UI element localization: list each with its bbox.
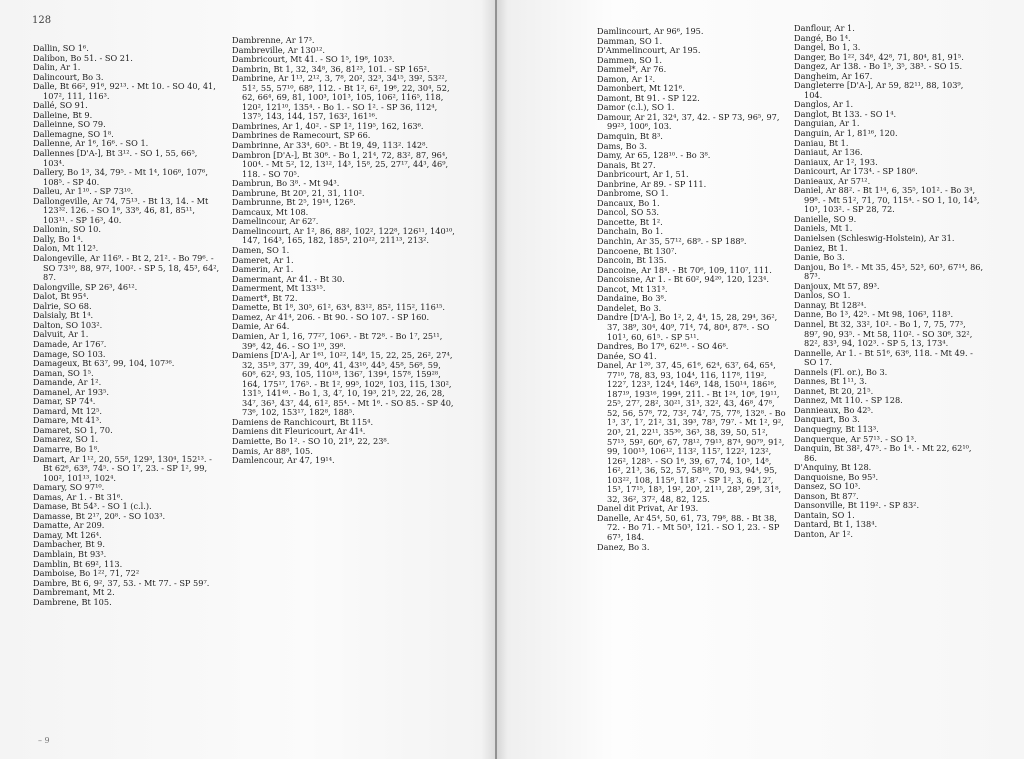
index-entry: Dansonville, Bt 119². - SP 83². (794, 500, 920, 511)
index-entry: Damiette, Bo 1². - SO 10, 21⁹, 22, 23⁸. (232, 435, 390, 446)
index-entry: Daniez, Bt 1. (794, 242, 848, 253)
index-entry: Danquerque, Ar 57¹³. - SO 1³. (794, 433, 917, 444)
index-entry: Danglot, Bt 133. - SO 1⁴. (794, 108, 897, 119)
index-entry: Danez, Bo 3. (597, 541, 650, 552)
index-entry: Damy, Ar 65, 128¹⁰. - Bo 3⁸. (597, 150, 711, 161)
index-entry: Damage, SO 103. (33, 348, 106, 359)
index-entry: Dally, Bo 1⁴. (33, 233, 84, 244)
index-entry: Danquart, Bo 3. (794, 414, 860, 425)
index-entry: Dambrin, Bt 1, 32, 34⁸, 36, 81²³, 101. - SP 165². (232, 63, 430, 74)
index-entry: Dalrie, SO 68. (33, 300, 92, 311)
index-entry: Dalleu, Ar 1¹⁰. - SP 73¹⁰. (33, 186, 134, 197)
index-entry: Danielsen (Schleswig-Holstein), Ar 31. (794, 233, 955, 244)
index-entry: Damar, SP 74⁴. (33, 396, 96, 407)
index-entry: Danbrome, SO 1. (597, 188, 669, 199)
index-entry: Danée, SO 41. (597, 350, 657, 361)
index-entry: Dammel*, Ar 76. (597, 64, 667, 75)
index-entry: Damasse, Bt 2¹⁷, 20⁸. - SO 103³. (33, 510, 166, 521)
index-entry: Dalongville, SP 26³, 46¹². (33, 281, 138, 292)
index-entry: Danquoisne, Bo 95³. (794, 471, 879, 482)
index-entry: Dantard, Bt 1, 138⁴. (794, 519, 878, 530)
index-entry: Dancoine, Ar 18⁴. - Bt 70⁶, 109, 110⁷, 111. (597, 264, 772, 275)
index-entry: Dambreville, Ar 130¹². (232, 44, 325, 55)
index-entry: Damerin, Ar 1. (232, 264, 294, 275)
index-entry: D'Ammelincourt, Ar 195. (597, 45, 701, 56)
index-entry: Danjoux, Mt 57, 89³. (794, 280, 880, 291)
index-entry: Dangleterre [D'A-], Ar 59, 82¹¹, 88, 103⁹, 104. (794, 80, 964, 100)
index-entry: Dannieaux, Bo 42⁵. (794, 404, 874, 415)
index-entry: Danton, Ar 1². (794, 528, 853, 539)
index-entry: Damez, Ar 41⁴, 206. - Bt 90. - SO 107. - SP 160. (232, 311, 430, 322)
index-entry: Damette, Bt 1⁸, 30⁵, 61², 63⁴, 83¹², 85², 115², 116¹⁵. (232, 302, 446, 313)
index-entry: Danguian, Ar 1. (794, 118, 860, 129)
index-entry: Damerment, Mt 133¹⁵. (232, 283, 326, 294)
index-entry: Damanel, Ar 193⁵. (33, 386, 109, 397)
index-entry: Damblin, Bt 69², 113. (33, 558, 123, 569)
index-entry: Dalleine, Bt 9. (33, 109, 93, 120)
index-entry: Damour, Ar 21, 32⁴, 37, 42. - SP 73, 96⁵, 97, 99²³, 100⁶, 103. (597, 111, 780, 132)
index-entry: Damay, Mt 126⁴. (33, 529, 102, 540)
index-entry: Danne, Bo 1³, 42⁵. - Mt 98, 106³, 118³. (794, 309, 954, 320)
index-entry: Danicourt, Ar 173⁴. - SP 180⁶. (794, 166, 918, 177)
index-entry: Danais, Bt 27. (597, 159, 656, 170)
index-entry: Damare, Mt 41³. (33, 415, 102, 426)
index-entry: Dangez, Ar 138. - Bo 1⁵, 3⁵, 38³. - SO 15. (794, 61, 963, 72)
index-entry: Danquegny, Bt 113³. (794, 423, 879, 434)
index-entry: Damaret, SO 1, 70. (33, 424, 113, 435)
index-entry: Damor (c.l.), SO 1. (597, 102, 675, 113)
index-entry: Damquin, Bt 8³. (597, 131, 663, 142)
index-entry: Dambrinne, Ar 33⁴, 60⁵. - Bt 19, 49, 113². 142⁸. (232, 140, 428, 151)
index-entry: Damen, SO 1. (232, 245, 290, 256)
index-entry: Damont, Bt 91. - SP 122. (597, 92, 700, 103)
index-entry: Damart, Ar 1¹², 20, 55⁸, 129³, 130⁴, 152¹³. - Bt 62⁶, 63⁸, 74⁵. - SO 1⁷, 23. - SP 1², 99, 100², 101¹³, 102⁴. (33, 453, 212, 483)
index-entry: Danson, Bt 87⁷. (794, 490, 859, 501)
index-entry: Danflour, Ar 1. (794, 23, 855, 33)
index-entry: Dandelet, Bo 3. (597, 302, 662, 313)
index-entry: Damon, Ar 1². (597, 73, 656, 84)
index-entry: Dallenne, Ar 1⁶, 16⁶. - SO 1. (33, 138, 149, 149)
index-entry: Dannel, Bt 32, 33², 10². - Bo 1, 7, 75, 77³, 89⁷, 90, 93⁵. - Mt 58, 110². - SO 30⁶, 32², 82², 83³, 94, 102³. - SP 5, 13, 173⁴. (794, 318, 973, 349)
index-entry: Damard, Mt 12⁵. (33, 405, 103, 416)
index-entry: Dambrune, Bt 20⁵, 21, 31, 110². (232, 187, 365, 198)
index-entry: Damas, Ar 1. - Bt 31⁶. (33, 491, 123, 502)
index-entry: Dallemagne, SO 1⁸. (33, 128, 114, 139)
index-entry: Dancot, Mt 131³. (597, 283, 668, 294)
index-entry: Dantain, SO 1. (794, 509, 855, 520)
index-entry: Dalleinne, SO 79. (33, 119, 106, 130)
index-column-3 (597, 27, 787, 552)
index-entry: Dambrines de Ramecourt, SP 66. (232, 130, 371, 141)
index-entry: Damlincourt, Ar 96⁶, 195. (597, 26, 704, 36)
index-entry: Dandaine, Bo 3⁸. (597, 293, 667, 304)
index-column-1 (33, 44, 221, 607)
index-entry: Dannels (Fl. or.), Bo 3. (794, 366, 888, 377)
index-entry: Damelincourt, Ar 1², 86, 88², 102², 122⁸, 126¹¹, 140¹⁰, 147, 164³, 165, 182, 185³, 210²², 211¹³, 213². (232, 225, 455, 246)
index-entry: Dammen, SO 1. (597, 54, 663, 65)
index-entry: Daniau, Bt 1. (794, 137, 849, 148)
index-entry: Dalsialy, Bt 1⁴. (33, 310, 94, 321)
index-entry: Dalincourt, Bo 3. (33, 71, 104, 82)
index-entry: Danglos, Ar 1. (794, 99, 854, 110)
index-entry: Dalon, Mt 112³. (33, 243, 99, 254)
index-entry: Dambricourt, Mt 41. - SO 1⁵, 19⁸, 103³. (232, 54, 395, 65)
index-entry: Damis, Ar 88⁸, 105. (232, 445, 313, 456)
index-entry: Dallongeville, Ar 74, 75¹³. - Bt 13, 14. - Mt 123³². 126. - SO 1⁶, 33⁸, 46, 81, 85¹¹, 103¹¹. - SP 16³, 40. (33, 195, 209, 225)
index-entry: Danchain, Bo 1. (597, 226, 663, 237)
index-entry: Damiens de Ranchicourt, Bt 115⁴. (232, 416, 374, 427)
index-entry: Damase, Bt 54³. - SO 1 (c.l.). (33, 501, 152, 512)
index-entry: Dalvuit, Ar 1. (33, 329, 89, 340)
index-entry: Damman, SO 1. (597, 35, 663, 46)
index-entry: Dambrene, Bt 105. (33, 596, 112, 607)
index-entry: Danie, Bo 3. (794, 252, 845, 263)
index-entry: Damageux, Bt 63⁷, 99, 104, 107³⁶. (33, 358, 175, 369)
index-entry: Dansez, SO 10³. (794, 481, 861, 492)
index-entry: Dambacher, Bt 9. (33, 539, 105, 550)
index-entry: Danielle, SO 9. (794, 213, 857, 224)
index-entry: Dambron [D'A-], Bt 30⁶. - Bo 1, 21⁴, 72, 83², 87, 96⁴, 100⁴. - Mt 5², 12, 13¹², 14³, 15⁸, 25, 27¹⁷, 44³, 46⁹, 118. - SO 70⁵. (232, 149, 449, 179)
index-entry: Dalle, Bt 66², 91⁶, 92¹³. - Mt 10. - SO 40, 41, 107², 111, 116³. (33, 81, 216, 101)
index-entry: Dannelle, Ar 1. - Bt 51⁶, 63⁶, 118. - Mt 49. - SO 17. (794, 347, 973, 368)
index-entry: Danelle, Ar 45⁴, 50, 61, 73, 79⁸, 88. - Bt 38, 72. - Bo 71. - Mt 50³, 121. - SO 1, 23. - SP 67³, 184. (597, 512, 780, 542)
index-entry: Danquin, Bt 38², 47⁵. - Bo 1⁴. - Mt 22, 62¹⁰, 86. (794, 443, 972, 463)
index-entry: Damcaux, Mt 108. (232, 206, 309, 217)
index-entry: Danbrine, Ar 89. - SP 111. (597, 178, 707, 189)
index-entry: Dambrines, Ar 1, 40². - SP 1², 119⁵, 162, 163⁶. (232, 120, 424, 131)
index-entry: Daman, SO 1⁵. (33, 367, 94, 378)
index-entry: Dallonin, SO 10. (33, 224, 101, 235)
index-entry: Dambrunne, Bt 2⁵, 19¹⁴, 126⁸. (232, 197, 356, 208)
index-entry: Dalibon, Bo 51. - SO 21. (33, 52, 133, 63)
index-entry: Dancoisne, Ar 1. - Bt 60², 94²⁰, 120, 123⁴. (597, 274, 769, 285)
page-gutter (495, 0, 497, 759)
index-entry: D'Anquiny, Bt 128. (794, 462, 872, 473)
index-entry: Dannay, Bt 128²⁴. (794, 299, 867, 310)
index-entry: Damonbert, Mt 121⁶. (597, 83, 685, 94)
index-entry: Dangé, Bo 1⁴. (794, 32, 851, 43)
index-entry: Daniel, Ar 88². - Bt 1¹⁴, 6, 35⁵, 101². - Bo 3⁴, 99⁸. - Mt 51², 71, 70, 115⁴. - SO 1, 10, 14³, 10³, 103². - SP 28, 72. (794, 185, 980, 215)
index-entry: Dancoin, Bt 135. (597, 255, 667, 266)
index-entry: Damiens [D'A-], Ar 1⁶¹, 10²², 14⁸, 15, 22, 25, 26², 27⁴, 32, 35¹⁹, 37⁷, 39, 40⁶, 41, 43¹⁰, 44⁵, 45⁸, 56⁸, 59, 60⁸, 62², 93, 105, 110¹⁸, 136⁷, 139⁴, 157⁸, 159²⁸, 164, 175¹⁷, 176⁵. - Bt 1², 99⁵, 102⁸, 103, 115, 130², 131⁵, 141⁴⁸. - Bo 1, 3, 4⁷, 10, 19³, 21⁵, 22, 26, 28, 34⁷, 36³, 43⁷, 44, 61², 85⁴. - Mt 1⁶. - SO 85. - SP 40, 73⁶, 102, 153¹⁷, 182⁸, 188⁵. (232, 350, 454, 418)
index-entry: Danjou, Bo 1⁸. - Mt 35, 45³, 52³, 60³, 67¹⁴, 86, 87³. (794, 261, 984, 282)
index-entry: Danguin, Ar 1, 81¹⁶, 120. (794, 128, 898, 139)
index-entry: Damary, SO 97¹⁰. (33, 482, 105, 493)
index-entry: Damade, Ar 176⁷. (33, 338, 107, 349)
index-entry: Damande, Ar 1². (33, 377, 102, 388)
index-entry: Daniaux, Ar 1², 193. (794, 156, 878, 167)
index-entry: Damblain, Bt 93³. (33, 548, 107, 559)
index-entry: Daniels, Mt 1. (794, 223, 853, 234)
index-entry: Dameret, Ar 1. (232, 254, 294, 265)
index-entry: Danchin, Ar 35, 57¹², 68⁹. - SP 188⁹. (597, 236, 747, 247)
index-entry: Dallennes [D'A-], Bt 3¹². - SO 1, 55, 66⁵, 103⁴. (33, 148, 198, 168)
index-entry: Dancoene, Bt 130⁷. (597, 245, 677, 256)
index-entry: Dandres, Bo 17⁶, 62¹⁶. - SO 46⁸. (597, 341, 729, 352)
index-entry: Dangheim, Ar 167. (794, 70, 873, 81)
index-entry: Dambremant, Mt 2. (33, 587, 115, 598)
index-entry: Danel dit Privat, Ar 193. (597, 503, 699, 514)
index-entry: Dalton, SO 103². (33, 319, 103, 330)
index-entry: Dambre, Bt 6, 9², 37, 53. - Mt 77. - SP 59⁷. (33, 577, 210, 588)
index-entry: Damarre, Bo 1⁸. (33, 443, 100, 454)
index-entry: Damboise, Bo 1²², 71, 72² (33, 568, 140, 579)
index-entry: Dannes, Bt 1¹¹, 3. (794, 376, 867, 387)
index-entry: Dangel, Bo 1, 3. (794, 42, 861, 53)
index-entry: Dalongeville, Ar 116⁹. - Bt 2, 21². - Bo 79⁶. - SO 73¹⁰, 88, 97², 100². - SP 5, 18, 45³, 64², 87. (33, 253, 220, 283)
index-entry: Dancaux, Bo 1. (597, 197, 660, 208)
index-column-2 (232, 36, 457, 466)
index-entry: Damien, Ar 1, 16, 77²⁷, 106³. - Bt 72⁸. - Bo 1⁷, 25¹¹, 39⁸, 42, 46. - SO 1¹⁰, 39⁸. (232, 330, 443, 351)
index-entry: Damlencour, Ar 47, 19¹⁴. (232, 455, 335, 466)
footer-mark: – 9 (38, 736, 50, 745)
index-entry: Danieaux, Ar 57¹². (794, 175, 871, 186)
page-number: 128 (32, 15, 52, 26)
index-entry: Dambrine, Ar 1¹³, 2¹², 3, 7⁸, 20², 32³, 34¹⁵, 39², 53²², 51², 55, 57¹⁰, 68⁹, 112. - Bt 1², 6², 19⁶, 22, 30⁴, 52, 62, 66⁴, 69, 81, 100³, 101³, 105, 106², 116⁵, 118, 120², 121¹⁰, 135⁴. - Bo 1. - SO 1². - SP 36, 112⁴, 137⁵, 143, 144, 157, 163², 161¹⁶. (232, 73, 450, 122)
index-entry: Dancette, Bt 1². (597, 216, 663, 227)
index-entry: Damiens dit Fleuricourt, Ar 41⁴. (232, 426, 366, 437)
index-entry: Danel, Ar 1²⁰, 37, 45, 61⁶, 62⁴, 63⁷, 64, 65⁴, 77¹⁰, 78, 83, 93, 104⁴, 116, 117⁸, 119², 122⁷, 123³, 124⁴, 146⁹, 148, 150¹⁴, 186¹⁶, 187¹⁹, 193¹⁶, 199⁴, 211. - Bt 1²⁴, 10⁶, 19¹¹, 25⁵, 27⁷, 28², 30²¹, 31³, 32², 43, 46⁸, 47⁸, 52, 56, 57⁸, 72, 73², 74⁷, 75, 77⁸, 132⁸. - Bo 1³, 3⁷, 1⁷, 21², 31, 39³, 78³, 79⁷. - Mt 1², 9², 20³, 21, 22¹¹, 35³⁰, 36³, 38, 39, 50, 51², 57¹³, 59², 60⁶, 67, 78¹², 79¹³, 87⁴, 90⁷⁹, 91², 99, 100¹³, 106¹², 113², 115⁷, 122², 123², 126², 128⁵. - SO 1⁶, 39, 67, 74, 10⁵, 14⁸, 16², 21³, 36, 52, 57, 58¹⁰, 70, 93, 94⁴, 95, 103²², 108, 115⁶, 118⁷. - SP 1², 3, 6, 12⁷, 15³, 17¹⁵, 18³, 19², 20³, 21¹¹, 28³, 29⁸, 31⁸, 32, 36², 37², 48, 82, 125. (597, 360, 786, 504)
index-entry: Dandre [D'A-], Bo 1², 2, 4⁴, 15, 28, 29⁴, 36², 37, 38⁹, 30⁴, 40⁹, 71⁴, 74, 80⁴, 87⁸. - SO 101¹, 60, 61⁵. - SP 5¹¹. (597, 312, 778, 342)
index-entry: Damie, Ar 64. (232, 321, 290, 332)
index-entry: Dalin, Ar 1. (33, 62, 81, 73)
index-entry: Dallin, SO 1⁶. (33, 43, 89, 53)
index-column-4 (794, 24, 984, 540)
index-entry: Dams, Bo 3. (597, 140, 647, 151)
index-entry: Daniaut, Ar 136. (794, 147, 863, 158)
index-entry: Danbricourt, Ar 1, 51. (597, 169, 689, 180)
index-entry: Dannez, Mt 110. - SP 128. (794, 395, 903, 406)
index-entry: Dallery, Bo 1³, 34, 79⁵. - Mt 1⁴, 106⁶, 107⁶, 108⁵. - SP 40. (33, 167, 208, 187)
index-entry: Damert*, Bt 72. (232, 292, 298, 303)
index-entry: Damatte, Ar 209. (33, 520, 105, 531)
index-entry: Dancol, SO 53. (597, 207, 660, 218)
index-entry: Danger, Bo 1²², 34⁶, 42⁸, 71, 80⁴, 81, 91⁵. (794, 51, 964, 62)
index-entry: Dambrun, Bo 3⁸. - Mt 94³. (232, 178, 340, 189)
index-entry: Damermant, Ar 41. - Bt 30. (232, 273, 345, 284)
index-entry: Damarez, SO 1. (33, 434, 99, 445)
index-entry: Danlos, SO 1. (794, 290, 851, 301)
index-entry: Dannet, Bt 20, 21⁵. (794, 385, 874, 396)
index-entry: Dallé, SO 91. (33, 100, 88, 111)
index-entry: Dambrenne, Ar 17³. (232, 35, 315, 45)
index-entry: Damelincour, Ar 62⁷. (232, 216, 319, 227)
index-entry: Dalot, Bt 95⁴. (33, 291, 89, 302)
